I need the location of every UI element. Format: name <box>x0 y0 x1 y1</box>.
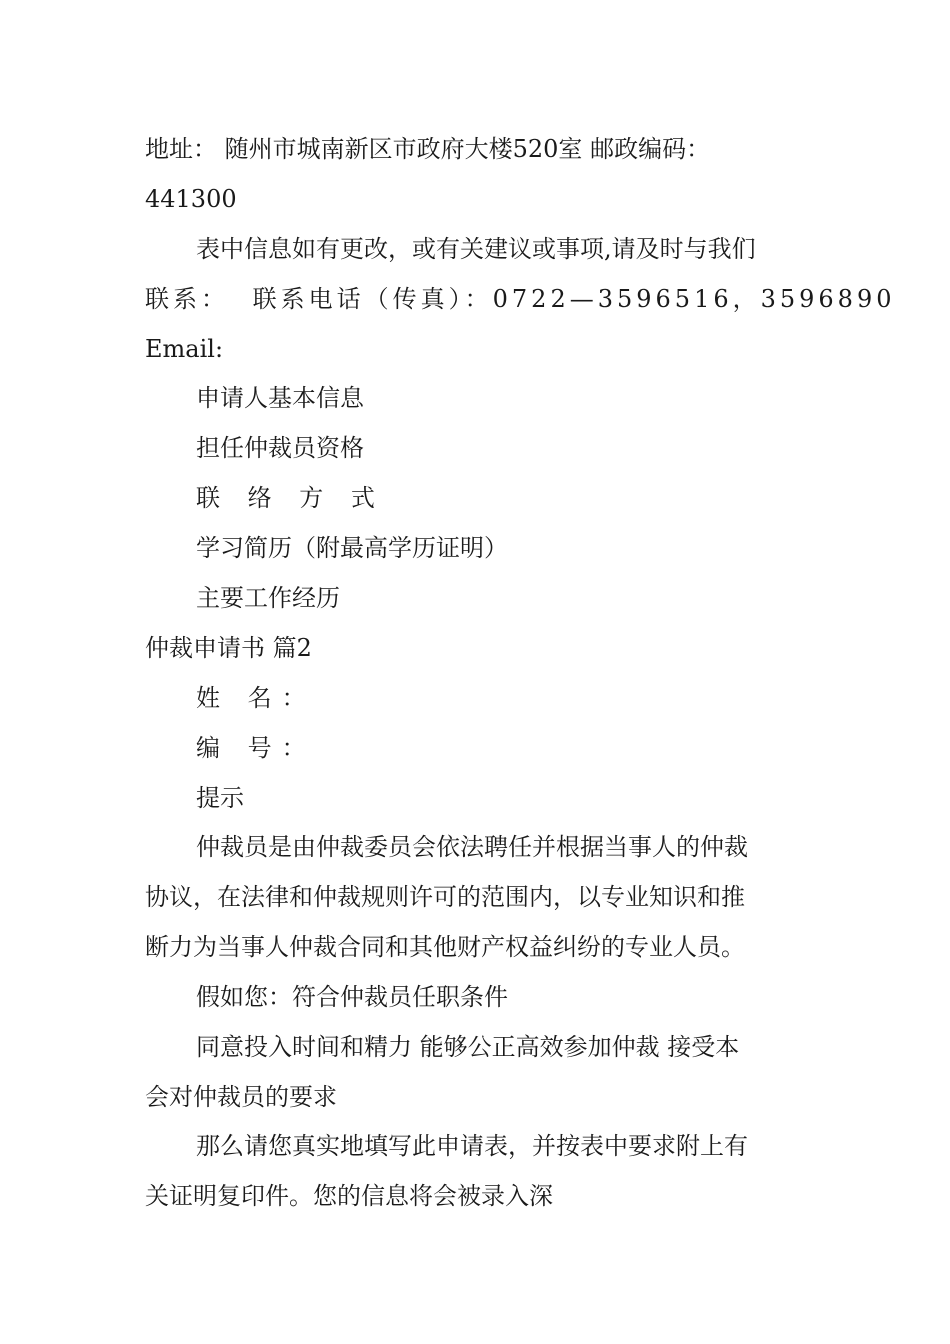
number-field-label: 编 号： <box>196 734 316 762</box>
address-line: 地址： 随州市城南新区市政府大楼520室 邮政编码： <box>145 135 711 163</box>
contact-label: 联系： <box>145 285 229 313</box>
section-title-part2: 仲裁申请书 篇2 <box>145 634 312 662</box>
email-label: Email: <box>145 335 224 363</box>
paragraph-line: 协议，在法律和仲裁规则许可的范围内，以专业知识和推 <box>145 883 745 911</box>
paragraph-line: 假如您：符合仲裁员任职条件 <box>196 983 508 1011</box>
name-field-label: 姓 名： <box>196 684 316 712</box>
paragraph-line: 断力为当事人仲裁合同和其他财产权益纠纷的专业人员。 <box>145 933 745 961</box>
contact-phone: 联系电话（传真）：0722—3596516，3596890 <box>252 285 896 313</box>
paragraph-line: 仲裁员是由仲裁委员会依法聘任并根据当事人的仲裁 <box>196 833 748 861</box>
hint-heading: 提示 <box>196 784 244 812</box>
paragraph-line: 同意投入时间和精力 能够公正高效参加仲裁 接受本 <box>196 1033 740 1061</box>
section-basic-info: 申请人基本信息 <box>196 384 364 412</box>
section-qualification: 担任仲裁员资格 <box>196 434 364 462</box>
paragraph-line: 会对仲裁员的要求 <box>145 1083 337 1111</box>
contact-notice-line: 表中信息如有更改，或有关建议或事项,请及时与我们 <box>196 235 756 263</box>
paragraph-line: 关证明复印件。您的信息将会被录入深 <box>145 1182 553 1210</box>
section-work-history: 主要工作经历 <box>196 584 340 612</box>
paragraph-line: 那么请您真实地填写此申请表，并按表中要求附上有 <box>196 1132 748 1160</box>
postal-code: 441300 <box>145 185 237 213</box>
section-contact-method: 联 络 方 式 <box>196 484 385 512</box>
contact-phone-line <box>145 283 896 315</box>
section-education: 学习简历（附最高学历证明） <box>196 534 508 562</box>
